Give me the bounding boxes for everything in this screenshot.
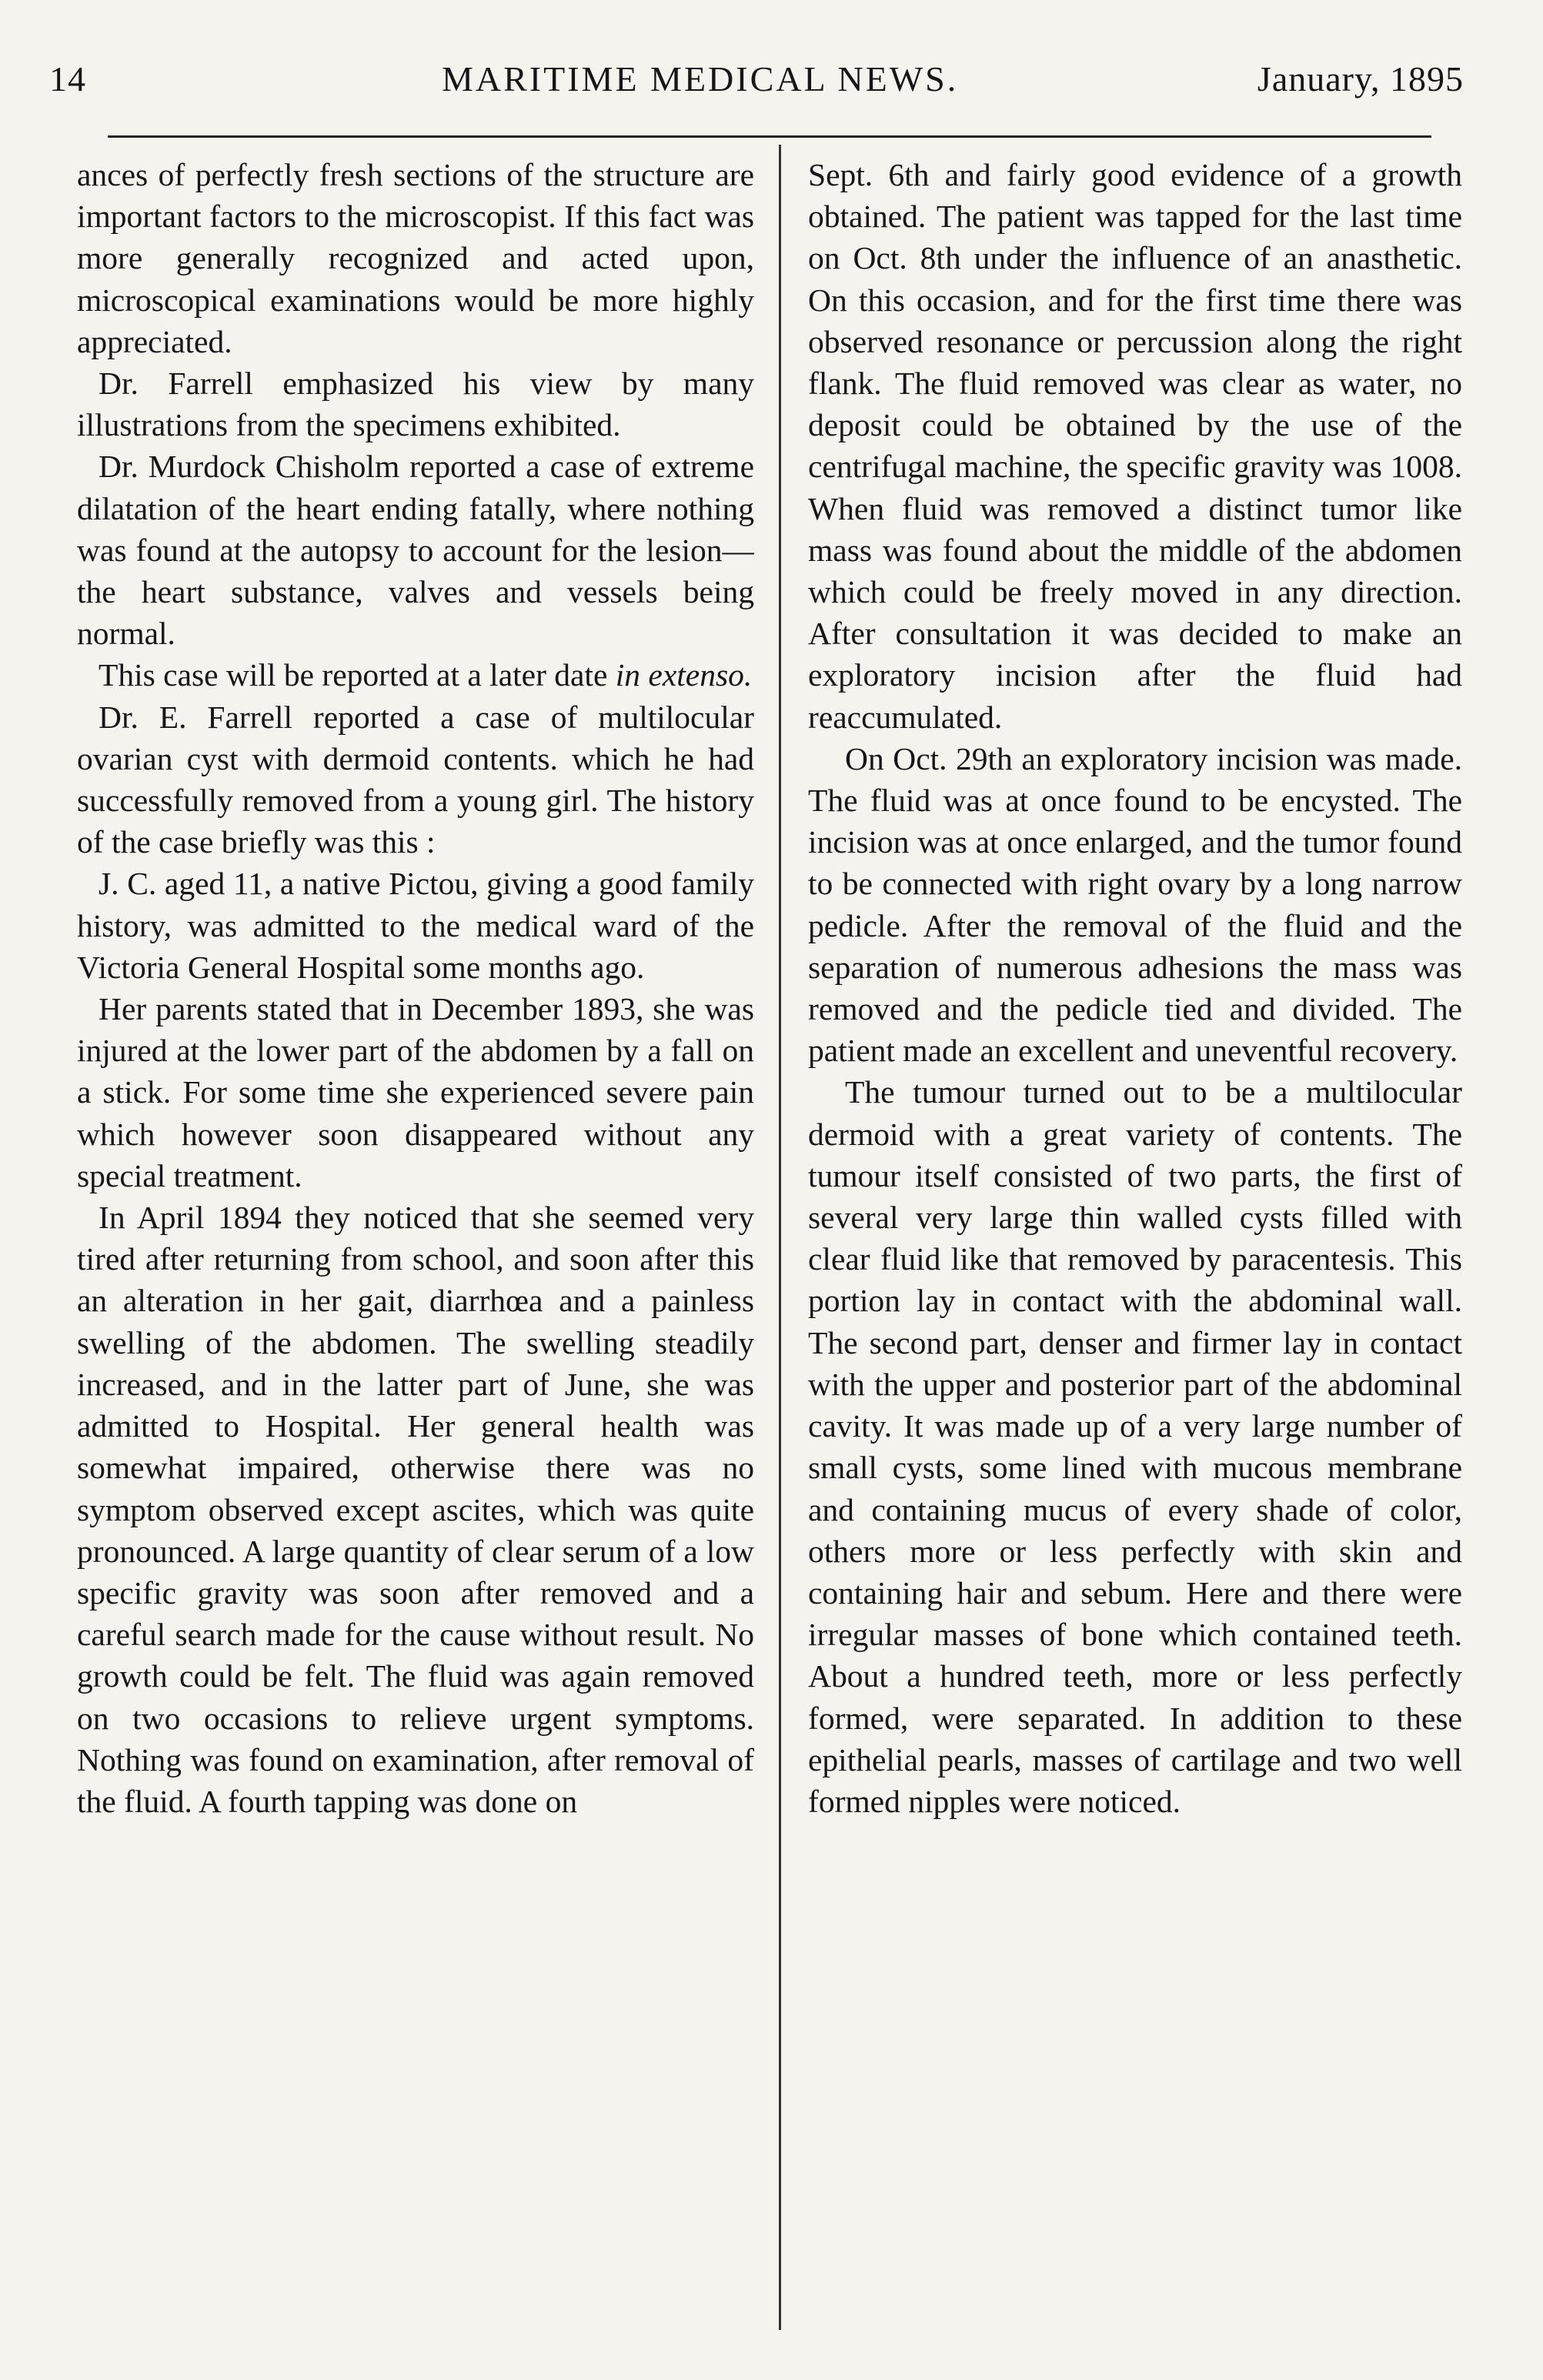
paragraph: Dr. Farrell emphasized his view by many illustrations from the specimens exhibited. — [77, 366, 754, 443]
paragraph: The tumour turned out to be a multilocular dermoid with a great variety of contents. The tumour itself consisted of two parts, the first of several very large thin walled cysts filled with clear fluid like that removed by paracentesis. This portion lay in contact with the abdominal wall. The second part, denser and firmer lay in contact with the upper and posterior part of the abdominal cavity. It was made up of a very large number of small cysts, some lined with mucous membrane and containing mucus of every shade of color, others more or less perfectly with skin and containing hair and sebum. Here and there were irregular masses of bone which contained teeth. About a hundred teeth, more or less perfectly formed, were separated. In addition to these epithelial pearls, masses of cartilage and two well formed nipples were noticed. — [808, 1074, 1462, 1819]
journal-title: MARITIME MEDICAL NEWS. — [442, 59, 959, 98]
paragraph-text: This case will be reported at a later date — [99, 657, 608, 693]
paragraph: Dr. Murdock Chisholm reported a case of extreme dilatation of the heart ending fatally, where nothing was found at the autopsy to account for the lesion—the heart substance, valves and vessels being normal. — [77, 449, 754, 652]
paragraph: ances of perfectly fresh sections of the structure are important factors to the microscopist. If this fact was more generally recognized and acted upon, microscopical examinations would be more highly appreciated. — [77, 157, 754, 359]
paragraph: Sept. 6th and fairly good evidence of a growth obtained. The patient was tapped for the last time on Oct. 8th under the influence of an anasthetic. On this occasion, and for the first time there was observed resonance or percussion along the right flank. The fluid removed was clear as water, no deposit could be obtained by the use of the centrifugal machine, the specific gravity was 1008. When fluid was removed a distinct tumor like mass was found about the middle of the abdomen which could be freely moved in any direction. After consultation it was decided to make an exploratory incision after the fluid had reaccumulated. — [808, 157, 1462, 735]
paragraph: In April 1894 they noticed that she seemed very tired after returning from school, and soon after this an alteration in her gait, diarrhœa and a painless swelling of the abdomen. The swelling steadily increased, and in the latter part of June, she was admitted to Hospital. Her general health was somewhat impaired, otherwise there was no symptom observed except ascites, which was quite pronounced. A large quantity of clear serum of a low specific gravity was soon after removed and a careful search made for the cause without result. No growth could be felt. The fluid was again removed on two occasions to relieve urgent symptoms. Nothing was found on examination, after removal of the fluid. A fourth tapping was done on — [77, 1200, 754, 1819]
paragraph: J. C. aged 11, a native Pictou, giving a good family history, was admitted to the medical ward of the Victoria General Hospital some months ago. — [77, 866, 754, 985]
paragraph: Dr. E. Farrell reported a case of multilocular ovarian cyst with dermoid contents. which he had successfully removed from a young girl. The history of the case briefly was this : — [77, 699, 754, 860]
paragraph: Her parents stated that in December 1893, she was injured at the lower part of the abdomen by a fall on a stick. For some time she experienced severe pain which however soon disappeared without any special treatment. — [77, 991, 754, 1193]
column-divider — [779, 145, 781, 2330]
running-header — [49, 54, 1464, 108]
paragraph — [77, 654, 754, 696]
left-column — [77, 154, 754, 2339]
paragraph: On Oct. 29th an exploratory incision was made. The fluid was at once found to be encysted. The incision was at once enlarged, and the tumor found to be connected with right ovary by a long narrow pedicle. After the removal of the fluid and the separation of numerous adhesions the mass was removed and the pedicle tied and divided. The patient made an excellent and uneventful recovery. — [808, 740, 1462, 1069]
right-column — [808, 154, 1462, 2339]
header-rule — [108, 135, 1431, 138]
issue-date: January, 1895 — [1257, 59, 1464, 98]
page-number: 14 — [49, 59, 86, 98]
italic-phrase: in extenso. — [615, 657, 753, 693]
